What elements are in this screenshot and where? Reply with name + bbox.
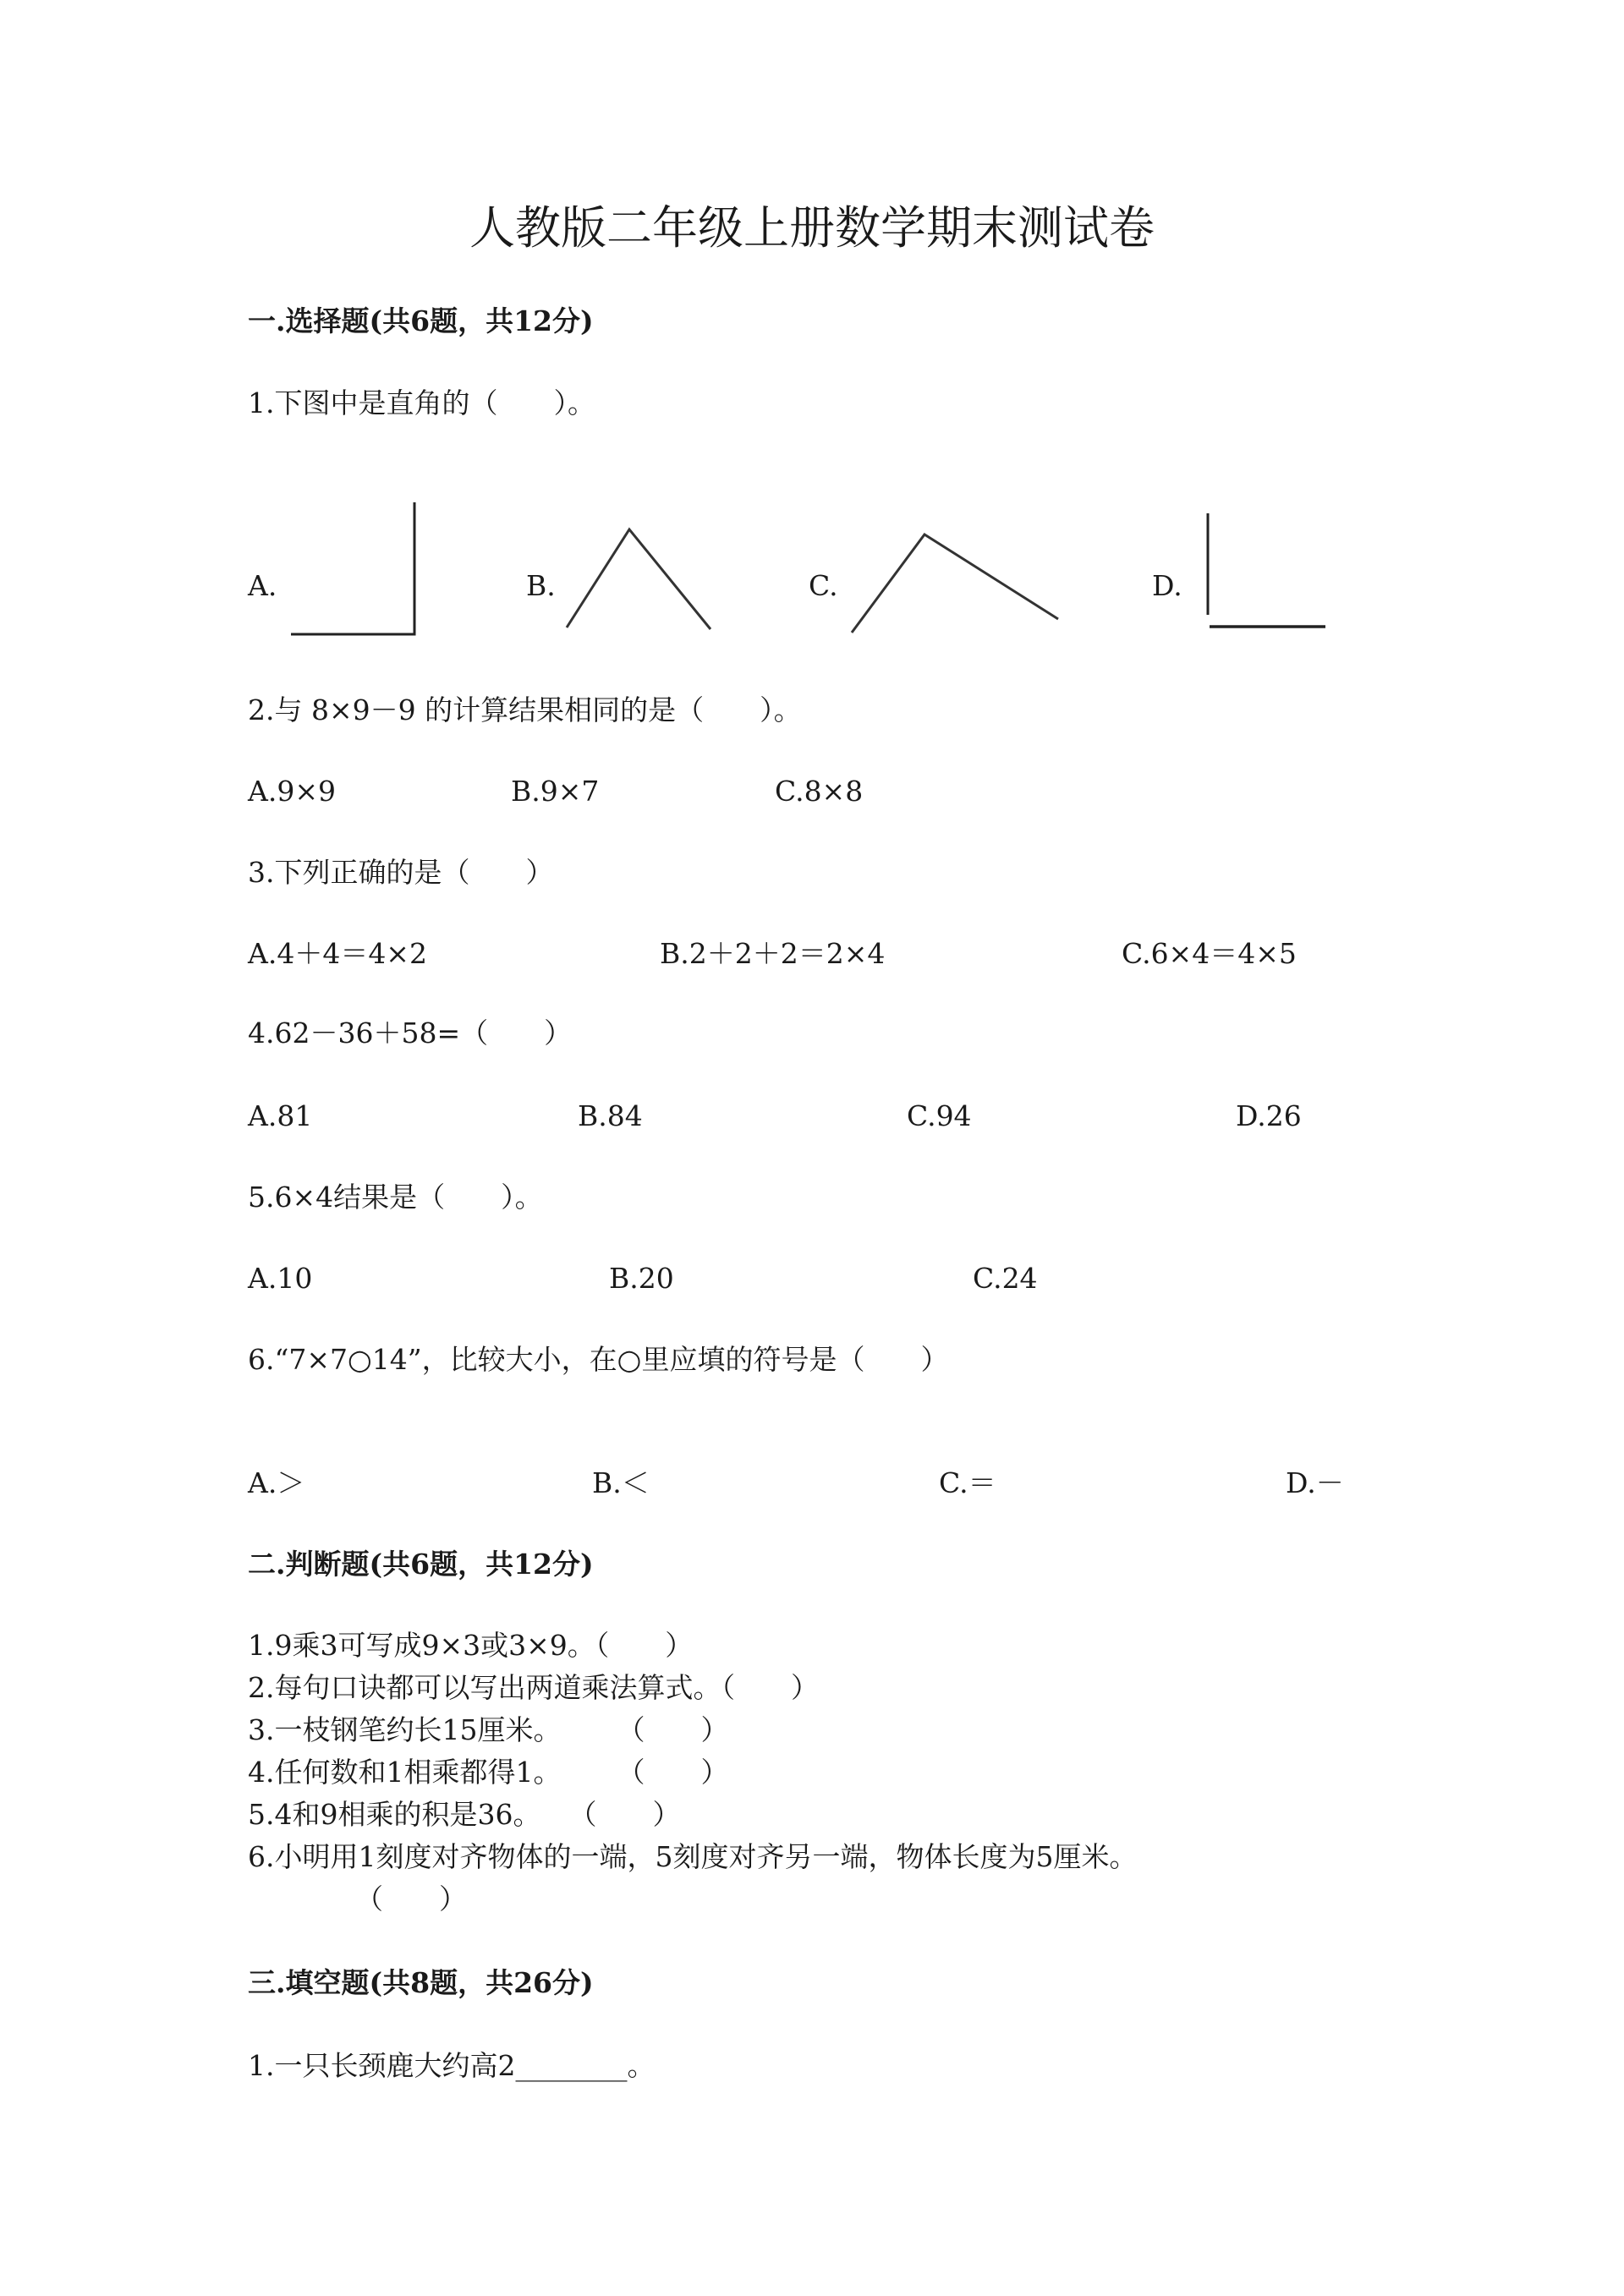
question-5-stem: 5.6×4结果是（ ）。 (248, 1181, 543, 1214)
obtuse-angle-figure-c (850, 531, 1062, 637)
q2-option-a: A.9×9 (248, 775, 336, 808)
q3-option-c: C.6×4＝4×5 (1122, 937, 1297, 970)
q4-option-a: A.81 (248, 1099, 313, 1132)
judgment-item-1: 1.9乘3可写成9×3或3×9。（ ） (248, 1629, 694, 1662)
judgment-item-5: 5.4和9相乘的积是36。 （ ） (248, 1798, 681, 1831)
question-6-stem: 6.“7×7○14”，比较大小，在○里应填的符号是（ ） (248, 1343, 949, 1376)
q2-option-c: C.8×8 (775, 775, 864, 808)
q1-option-c-label: C. (809, 569, 838, 602)
judgment-item-6-blank: （ ） (355, 1882, 467, 1915)
q3-option-b: B.2＋2＋2＝2×4 (660, 937, 886, 970)
section-header-choice: 一.选择题(共6题，共12分) (248, 304, 594, 337)
right-angle-figure-a (288, 501, 423, 640)
right-angle-figure-d (1205, 512, 1332, 630)
question-2-stem: 2.与 8×9－9 的计算结果相同的是（ ）。 (248, 693, 802, 726)
judgment-item-4: 4.任何数和1相乘都得1。 （ ） (248, 1756, 729, 1789)
q6-option-b: B.＜ (592, 1466, 650, 1499)
q1-option-b-label: B. (526, 569, 556, 602)
q5-option-b: B.20 (609, 1262, 674, 1295)
q1-option-d-label: D. (1152, 569, 1182, 602)
q4-option-c: C.94 (907, 1099, 972, 1132)
question-1-stem: 1.下图中是直角的（ ）。 (248, 386, 595, 419)
q6-option-c: C.＝ (939, 1466, 996, 1499)
q6-option-d: D.－ (1286, 1466, 1344, 1499)
acute-angle-figure-b (565, 524, 717, 634)
q3-option-a: A.4＋4＝4×2 (248, 937, 427, 970)
question-4-stem: 4.62－36＋58=（ ） (248, 1016, 573, 1049)
q4-option-b: B.84 (578, 1099, 643, 1132)
q5-option-c: C.24 (973, 1262, 1038, 1295)
q4-option-d: D.26 (1236, 1099, 1302, 1132)
section-header-judgment: 二.判断题(共6题，共12分) (248, 1548, 594, 1581)
judgment-item-6: 6.小明用1刻度对齐物体的一端，5刻度对齐另一端，物体长度为5厘米。 (248, 1840, 1138, 1873)
question-3-stem: 3.下列正确的是（ ） (248, 856, 554, 889)
section-header-fill-blank: 三.填空题(共8题，共26分) (248, 1966, 594, 1999)
judgment-item-2: 2.每句口诀都可以写出两道乘法算式。（ ） (248, 1671, 819, 1704)
judgment-item-3: 3.一枝钢笔约长15厘米。 （ ） (248, 1713, 729, 1746)
q1-option-a-label: A. (248, 569, 277, 602)
page-title: 人教版二年级上册数学期末测试卷 (469, 201, 1155, 255)
q2-option-b: B.9×7 (511, 775, 600, 808)
q5-option-a: A.10 (248, 1262, 313, 1295)
q6-option-a: A.＞ (248, 1466, 305, 1499)
fill-blank-item-1: 1.一只长颈鹿大约高2________。 (248, 2049, 656, 2082)
